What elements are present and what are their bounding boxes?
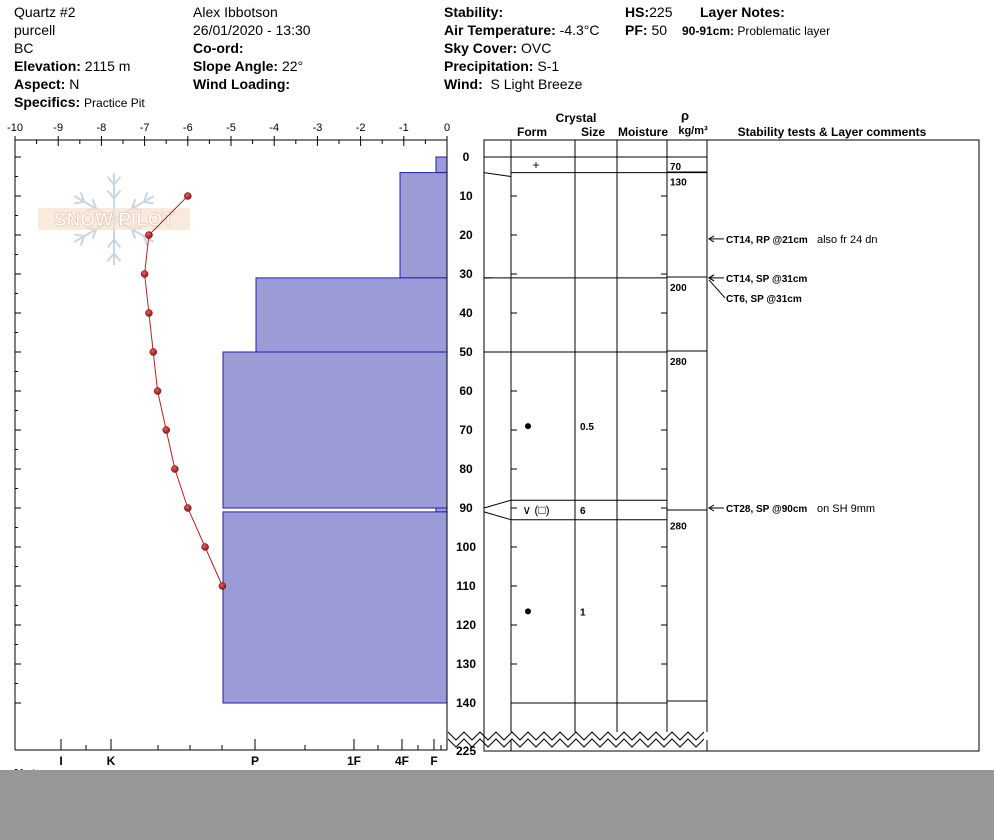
pit-name: Quartz #2 [14, 4, 76, 20]
hardness-bar [436, 157, 447, 173]
grain-form-label: + [532, 157, 540, 172]
depth-tick-label: 100 [455, 540, 477, 554]
stability-heading: Stability tests & Layer comments [737, 125, 927, 139]
hardness-tick-label: 4F [394, 754, 410, 768]
snowpilot-logo [38, 173, 190, 265]
depth-tick-label: 90 [459, 501, 473, 515]
temperature-tick-label: -8 [96, 122, 107, 134]
snowflake-branch [144, 202, 154, 204]
layers-table-frame [484, 140, 979, 751]
hs-value: 225 [649, 4, 673, 20]
temperature-tick-label: -6 [182, 122, 193, 134]
air-temp-value: -4.3°C [559, 22, 600, 38]
temperature-point [171, 466, 178, 473]
sky-value: OVC [521, 40, 552, 56]
density-value: 200 [670, 282, 687, 294]
hs-label: HS: [625, 4, 650, 20]
snowflake-branch [74, 202, 84, 204]
temperature-tick-label: -7 [139, 122, 150, 134]
size-heading: Size [580, 125, 606, 139]
hardness-bar [256, 278, 447, 352]
temperature-point [141, 271, 148, 278]
temperature-tick-label: -9 [53, 122, 64, 134]
region-name: BC [14, 40, 34, 56]
aspect-value: N [69, 76, 80, 92]
hardness-tick-label: K [106, 754, 116, 768]
temperature-point [202, 544, 209, 551]
datetime: 26/01/2020 - 13:30 [193, 22, 311, 38]
air-temp-label: Air Temperature: [444, 22, 556, 38]
precip-value: S-1 [537, 58, 560, 74]
elevation-label: Elevation: [14, 58, 81, 74]
logo-text: SNOW PILOT [53, 210, 175, 231]
layer-note-text: Problematic layer [737, 24, 831, 38]
depth-tick-label: 40 [459, 306, 473, 320]
layer-connector [484, 500, 511, 508]
specifics-value: Practice Pit [84, 96, 145, 110]
grain-form-rounded [525, 608, 531, 614]
temperature-point [150, 349, 157, 356]
depth-tick-label: 50 [459, 345, 473, 359]
layer-connector [484, 512, 511, 520]
stability-test-comment: on SH 9mm [817, 503, 876, 515]
hardness-tick-label: 1F [346, 754, 362, 768]
stability-test-result: CT14, RP @21cm [726, 234, 808, 246]
temperature-point [163, 427, 170, 434]
wind-value: S Light Breeze [490, 76, 583, 92]
stability-test-result: CT6, SP @31cm [726, 293, 802, 305]
footer-band [0, 770, 994, 840]
slope-label: Slope Angle: [193, 58, 279, 74]
hardness-bar [223, 352, 447, 508]
wind-loading-label: Wind Loading: [193, 76, 291, 92]
aspect-label: Aspect: [14, 76, 66, 92]
depth-tick-label: 0 [462, 150, 470, 164]
temperature-point [219, 583, 226, 590]
temperature-tick-label: -5 [226, 122, 236, 134]
stability-label: Stability: [444, 4, 504, 20]
temperature-tick-label: 0 [443, 122, 451, 134]
grain-size-label: 6 [580, 505, 586, 517]
layer-connector [484, 173, 511, 177]
depth-tick-label: 30 [459, 267, 473, 281]
temperature-point [184, 505, 191, 512]
layer-notes-label: Layer Notes: [700, 4, 785, 20]
stability-test-comment: also fr 24 dn [817, 233, 878, 246]
temperature-tick-label: -4 [269, 122, 280, 134]
depth-tick-label: 70 [459, 423, 473, 437]
moisture-heading: Moisture [617, 125, 669, 139]
hardness-bar [436, 508, 447, 512]
hardness-tick-label: P [250, 754, 260, 768]
temperature-tick-label: -2 [355, 122, 366, 134]
temperature-point [184, 193, 191, 200]
depth-tick-label: 20 [459, 228, 473, 242]
crystal-heading: Crystal [555, 111, 597, 125]
elevation-value: 2115 m [84, 58, 131, 74]
hardness-bar [400, 173, 447, 278]
temperature-tick-label: -10 [7, 122, 23, 134]
scale-break-zigzag [448, 739, 704, 747]
depth-tick-label: 80 [459, 462, 473, 476]
coord-label: Co-ord: [193, 40, 244, 56]
grain-form-rounded [525, 423, 531, 429]
observer: Alex Ibbotson [193, 4, 278, 20]
depth-tick-label: 130 [455, 657, 477, 671]
density-value: 130 [670, 177, 687, 189]
depth-tick-label: 120 [455, 618, 477, 632]
density-value: 280 [670, 521, 687, 533]
layer-note-depth: 90-91cm: [682, 24, 735, 38]
grain-size-label: 1 [580, 607, 586, 619]
wind-label: Wind: [444, 76, 483, 92]
depth-tick-label: 10 [459, 189, 473, 203]
slope-value: 22° [281, 58, 304, 74]
snowflake-branch [74, 234, 84, 236]
density-value: 280 [670, 357, 687, 368]
hardness-tick-label: I [59, 754, 63, 768]
specifics-label: Specifics: [14, 94, 81, 110]
form-heading: Form [517, 125, 547, 139]
pf-value: 50 [651, 22, 668, 38]
depth-tick-label: 140 [455, 696, 477, 710]
range-name: purcell [14, 22, 56, 38]
hardness-tick-label: F [430, 754, 438, 768]
stability-arrow [709, 280, 725, 298]
depth-total-label: 225 [455, 744, 477, 758]
temperature-tick-label: -1 [398, 122, 409, 134]
stability-test-result: CT14, SP @31cm [726, 273, 808, 285]
depth-tick-label: 60 [459, 384, 473, 398]
temperature-point [154, 388, 161, 395]
temperature-tick-label: -3 [312, 122, 323, 134]
precip-label: Precipitation: [444, 58, 534, 74]
grain-form-label: ∨ (□) [522, 502, 550, 517]
density-value: 70 [670, 162, 682, 173]
density-unit: kg/m³ [678, 125, 708, 137]
grain-size-label: 0.5 [580, 422, 594, 434]
temperature-point [145, 310, 152, 317]
hardness-bar [223, 512, 447, 703]
density-symbol: ρ [680, 108, 690, 123]
temperature-point [145, 232, 152, 239]
sky-label: Sky Cover: [444, 40, 518, 56]
stability-test-result: CT28, SP @90cm [726, 504, 808, 515]
depth-tick-label: 110 [456, 579, 476, 593]
pf-label: PF: [625, 22, 648, 38]
